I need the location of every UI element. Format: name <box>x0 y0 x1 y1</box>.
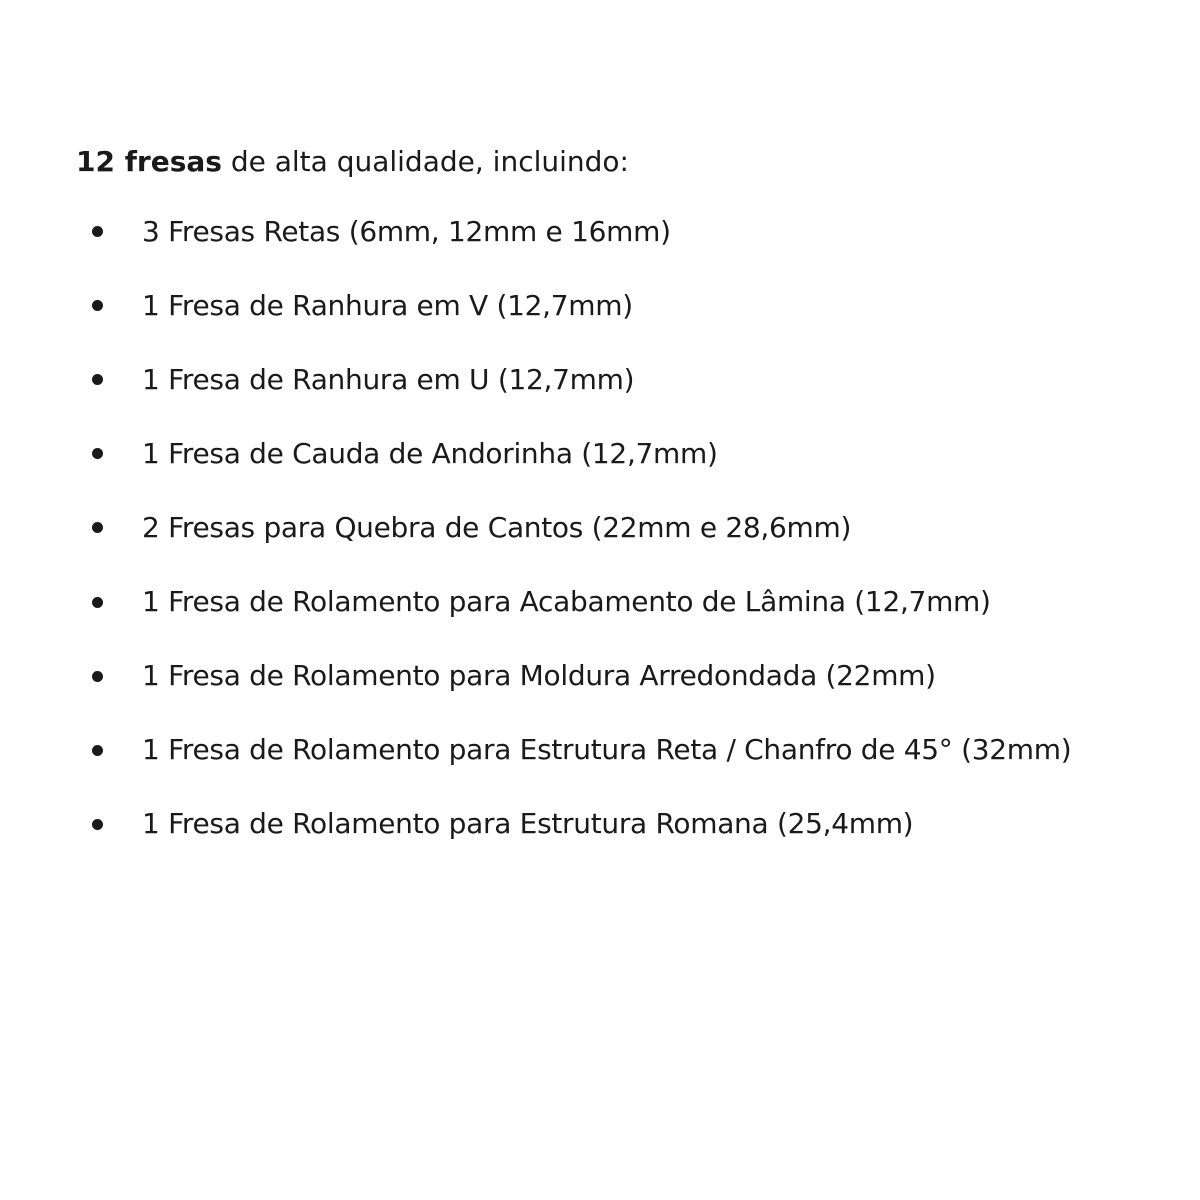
list-item <box>76 564 1186 638</box>
list-item-text: 2 Fresas para Quebra de Cantos (22mm e 28,6mm) <box>142 510 852 544</box>
list-item <box>76 268 1186 342</box>
bullet-icon <box>92 226 103 237</box>
bullet-icon <box>92 448 103 459</box>
product-description <box>76 140 1186 861</box>
list-item <box>76 787 1186 861</box>
list-item <box>76 416 1186 490</box>
intro-paragraph <box>76 140 1186 184</box>
list-item-text: 1 Fresa de Ranhura em V (12,7mm) <box>142 288 633 322</box>
list-item <box>76 490 1186 564</box>
bullet-icon <box>92 597 103 608</box>
bit-list <box>76 194 1186 861</box>
intro-bold-count: 12 fresas <box>76 145 222 178</box>
bullet-icon <box>92 671 103 682</box>
bullet-icon <box>92 819 103 830</box>
list-item-text: 1 Fresa de Cauda de Andorinha (12,7mm) <box>142 436 718 470</box>
intro-text: de alta qualidade, incluindo: <box>221 145 629 178</box>
bullet-icon <box>92 745 103 756</box>
bullet-icon <box>92 522 103 533</box>
bullet-icon <box>92 374 103 385</box>
list-item-text: 1 Fresa de Ranhura em U (12,7mm) <box>142 362 635 396</box>
list-item-text: 1 Fresa de Rolamento para Estrutura Romana (25,4mm) <box>142 807 914 841</box>
list-item-text: 1 Fresa de Rolamento para Estrutura Reta / Chanfro de 45° (32mm) <box>142 733 1072 767</box>
list-item-text: 1 Fresa de Rolamento para Moldura Arredondada (22mm) <box>142 659 936 693</box>
list-item <box>76 342 1186 416</box>
list-item <box>76 639 1186 713</box>
list-item-text: 3 Fresas Retas (6mm, 12mm e 16mm) <box>142 214 671 248</box>
list-item-text: 1 Fresa de Rolamento para Acabamento de Lâmina (12,7mm) <box>142 585 991 619</box>
list-item <box>76 194 1186 268</box>
list-item <box>76 713 1186 787</box>
bullet-icon <box>92 300 103 311</box>
